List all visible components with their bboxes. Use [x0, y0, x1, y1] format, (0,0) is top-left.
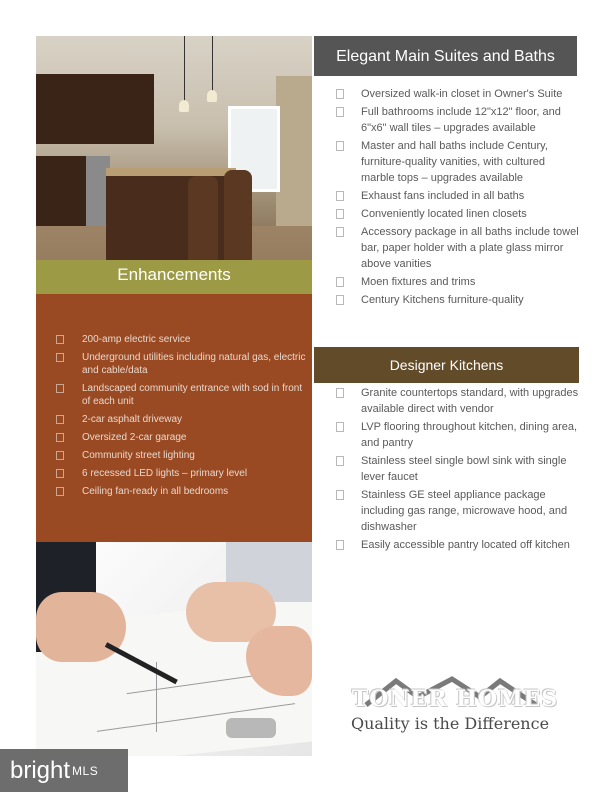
- list-item: Stainless steel single bowl sink with single lever faucet: [334, 453, 580, 485]
- list-item: Underground utilities including natural gas, electric and cable/data: [36, 351, 312, 377]
- list-item: LVP flooring throughout kitchen, dining area, and pantry: [334, 419, 580, 451]
- checkbox-bullet-icon: [336, 191, 344, 201]
- checkbox-bullet-icon: [336, 107, 344, 117]
- list-item: Granite countertops standard, with upgrades available direct with vendor: [334, 385, 580, 417]
- checkbox-bullet-icon: [56, 415, 64, 424]
- list-item: Easily accessible pantry located off kitchen: [334, 537, 580, 553]
- checkbox-bullet-icon: [336, 540, 344, 550]
- list-item: 200-amp electric service: [36, 333, 312, 346]
- kitchens-list: [334, 385, 580, 555]
- kitchen-photo: [36, 36, 312, 260]
- list-item: Exhaust fans included in all baths: [334, 188, 580, 204]
- logo-brand-text: TONER HOMES: [351, 686, 559, 712]
- checkbox-bullet-icon: [336, 456, 344, 466]
- list-item: Stainless GE steel appliance package including gas range, microwave hood, and dishwasher: [334, 487, 580, 535]
- checkbox-bullet-icon: [336, 227, 344, 237]
- checkbox-bullet-icon: [336, 277, 344, 287]
- enhancements-header: Enhancements: [36, 260, 312, 294]
- blueprint-hands-photo: [36, 542, 312, 756]
- list-item: Oversized walk-in closet in Owner's Suite: [334, 86, 580, 102]
- checkbox-bullet-icon: [56, 469, 64, 478]
- checkbox-bullet-icon: [336, 422, 344, 432]
- list-item: Community street lighting: [36, 449, 312, 462]
- kitchens-header: Designer Kitchens: [314, 347, 579, 383]
- checkbox-bullet-icon: [56, 335, 64, 344]
- list-item: 2-car asphalt driveway: [36, 413, 312, 426]
- checkbox-bullet-icon: [56, 353, 64, 362]
- logo-tagline: Quality is the Difference: [350, 714, 550, 733]
- list-item: Moen fixtures and trims: [334, 274, 580, 290]
- list-item: Ceiling fan-ready in all bedrooms: [36, 485, 312, 498]
- enhancements-list: [36, 333, 312, 503]
- checkbox-bullet-icon: [56, 384, 64, 393]
- checkbox-bullet-icon: [336, 89, 344, 99]
- bright-mls-watermark: [0, 749, 128, 792]
- checkbox-bullet-icon: [56, 433, 64, 442]
- list-item: Master and hall baths include Century, furniture-quality vanities, with cultured marble tops – upgrades available: [334, 138, 580, 186]
- list-item: 6 recessed LED lights – primary level: [36, 467, 312, 480]
- suites-list: [334, 86, 580, 356]
- list-item: Accessory package in all baths include towel bar, paper holder with a plate glass mirror above vanities: [334, 224, 580, 272]
- checkbox-bullet-icon: [336, 388, 344, 398]
- list-item: Conveniently located linen closets: [334, 206, 580, 222]
- list-item: Century Kitchens furniture-quality: [334, 292, 580, 308]
- list-item: Landscaped community entrance with sod in front of each unit: [36, 382, 312, 408]
- checkbox-bullet-icon: [336, 490, 344, 500]
- checkbox-bullet-icon: [336, 141, 344, 151]
- suites-header: Elegant Main Suites and Baths: [314, 36, 577, 76]
- checkbox-bullet-icon: [56, 487, 64, 496]
- checkbox-bullet-icon: [336, 295, 344, 305]
- watermark-suffix: MLS: [72, 764, 99, 779]
- checkbox-bullet-icon: [336, 209, 344, 219]
- list-item: Oversized 2-car garage: [36, 431, 312, 444]
- list-item: Full bathrooms include 12"x12" floor, and 6"x6" wall tiles – upgrades available: [334, 104, 580, 136]
- checkbox-bullet-icon: [56, 451, 64, 460]
- watermark-brand: bright: [10, 757, 71, 784]
